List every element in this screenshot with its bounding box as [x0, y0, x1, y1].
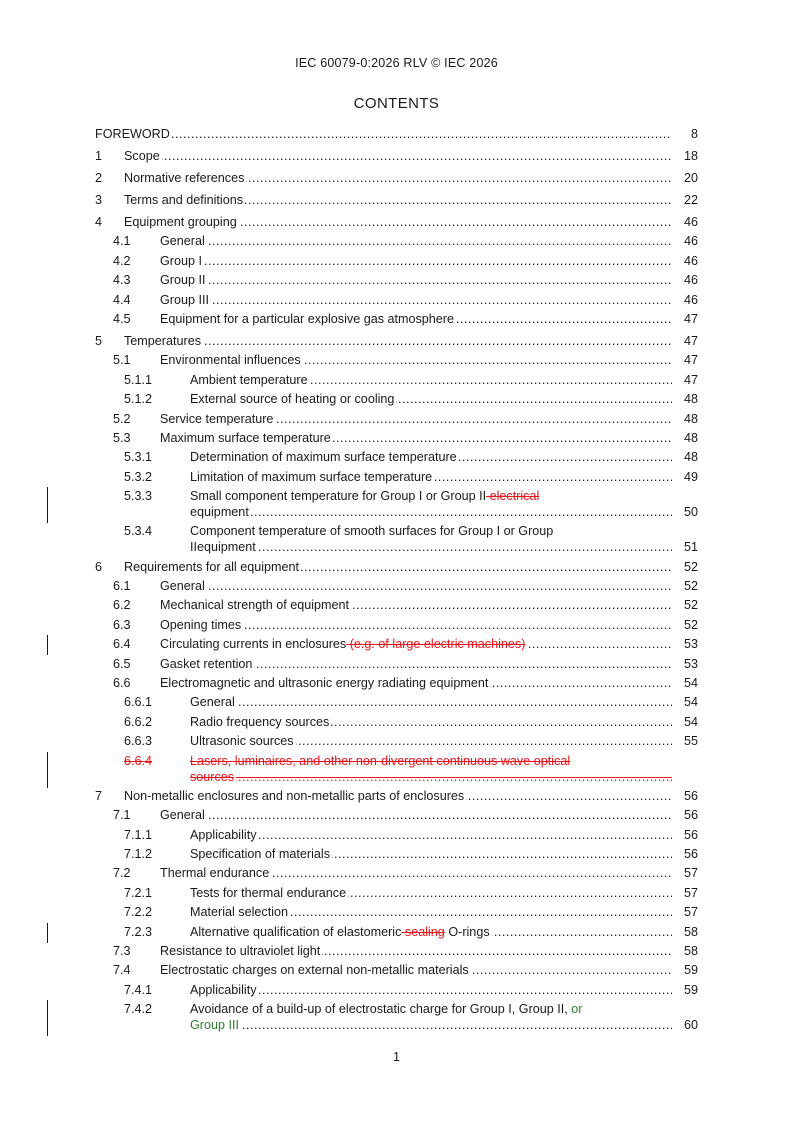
toc-entry-title: Material selection	[190, 905, 288, 920]
toc-entry-title-line	[160, 636, 698, 652]
toc-entry-title-line	[190, 504, 698, 520]
toc-entry-title: Alternative qualification of elastomeric	[190, 924, 402, 939]
toc-entry-title: Terms and definitions	[124, 193, 244, 207]
toc-entry-number: 7.4	[113, 963, 131, 978]
toc-entry[interactable]	[124, 733, 698, 749]
dot-leader	[160, 253, 672, 269]
toc-entry-number: 5.3.3	[124, 489, 153, 504]
toc-entry-title: Opening times	[160, 617, 242, 632]
toc-entry-page: 46	[683, 292, 698, 307]
toc-entry-title-line	[190, 827, 698, 843]
toc-entry-title-line	[160, 430, 698, 446]
toc-entry[interactable]	[124, 694, 698, 710]
toc-entry-page: 48	[683, 392, 698, 407]
toc-entry-number: 6.6	[113, 676, 131, 690]
toc-entry[interactable]	[124, 982, 698, 998]
toc-entry-page: 8	[690, 127, 698, 141]
toc-entry[interactable]	[113, 636, 698, 652]
toc-entry[interactable]	[113, 865, 698, 881]
toc-entry[interactable]	[124, 885, 698, 901]
toc-entry-page: 48	[683, 431, 698, 445]
toc-entry-number: 7.1.1	[124, 827, 153, 842]
dot-leader	[190, 769, 672, 785]
toc-entry-title-line	[190, 539, 698, 555]
toc-entry-title: Non-metallic enclosures and non-metallic parts of enclosures	[124, 788, 465, 803]
toc-entry-title-line	[190, 1017, 698, 1033]
toc-entry-title-line	[190, 846, 698, 862]
toc-entry-number: 4.1	[113, 234, 131, 249]
toc-entry-title: General	[190, 695, 235, 710]
dot-leader	[124, 148, 672, 164]
dot-leader	[160, 233, 672, 249]
dot-leader	[160, 272, 672, 288]
toc-entry-number: 4.3	[113, 273, 131, 288]
toc-entry-number: 4	[95, 215, 103, 229]
toc-entry-title: Maximum surface temperature	[160, 431, 331, 445]
toc-entry-title-line	[124, 214, 698, 230]
toc-entry-number: 4.4	[113, 292, 131, 307]
toc-entry-number: 6.3	[113, 617, 131, 632]
toc-entry-title: Gasket retention	[160, 656, 253, 671]
toc-entry-number: 6	[95, 559, 103, 574]
toc-entry-title: Applicability	[190, 827, 257, 842]
dot-leader	[160, 578, 672, 594]
toc-entry-title-line	[160, 311, 698, 327]
toc-entry[interactable]	[124, 469, 698, 485]
toc-entry-title: Limitation of maximum surface temperature	[190, 469, 433, 484]
toc-entry-number: 4.5	[113, 312, 131, 326]
toc-entry-title-line	[160, 962, 698, 978]
toc-entry-title-line	[190, 714, 698, 730]
toc-entry[interactable]	[124, 904, 698, 920]
toc-entry-title-line	[190, 885, 698, 901]
toc-entry-number: 1	[95, 149, 103, 163]
toc-entry-title: Equipment grouping	[124, 215, 237, 229]
toc-entry-page: 57	[683, 885, 698, 900]
toc-entry-number: 7.2.3	[124, 924, 153, 939]
toc-entry-page: 52	[683, 579, 698, 593]
toc-entry-page: 59	[683, 982, 698, 997]
deleted-text: (e.g. of large electric machines)	[346, 637, 526, 652]
toc-entry-title: Equipment for a particular explosive gas atmosphere	[160, 312, 455, 326]
dot-leader	[160, 292, 672, 308]
toc-entry-title: FOREWORD	[95, 127, 170, 141]
toc-entry-number: 7.2.1	[124, 885, 153, 900]
toc-entry-number: 5.1	[113, 353, 131, 368]
page-number: 1	[393, 1050, 400, 1064]
toc-entry-title-line	[190, 694, 698, 710]
toc-entry-title: Service temperature	[160, 411, 274, 426]
toc-entry-number: 6.1	[113, 579, 131, 593]
toc-entry-number: 6.6.3	[124, 734, 153, 749]
toc-entry-title-line	[124, 192, 698, 208]
toc-entry-title-line	[190, 372, 698, 388]
toc-entry-title-line	[160, 675, 698, 691]
toc-entry-number: 2	[95, 171, 103, 185]
toc-entry-page: 60	[683, 1018, 698, 1033]
toc-entry-page: 50	[683, 505, 698, 520]
toc-entry-title-line	[160, 578, 698, 594]
toc-entry-number: 5.2	[113, 411, 131, 426]
toc-entry-title-line	[190, 449, 698, 465]
change-bar	[47, 635, 48, 655]
toc-entry-title-line	[160, 656, 698, 672]
toc-entry-number: 5.3	[113, 431, 131, 445]
toc-entry-page: 56	[683, 847, 698, 861]
toc-entry-title-line	[190, 733, 698, 749]
toc-entry-page: 56	[683, 788, 698, 803]
toc-entry-number: 7.1	[113, 808, 131, 823]
toc-entry[interactable]	[124, 846, 698, 862]
toc-entry-number: 7.4.1	[124, 982, 153, 997]
toc-entry[interactable]	[124, 753, 698, 785]
toc-entry-title-line	[124, 788, 698, 804]
toc-entry-title: Applicability	[190, 982, 257, 997]
toc-entry-number: 7.2.2	[124, 905, 153, 920]
toc-entry-title-line	[160, 597, 698, 613]
toc-entry-page: 49	[683, 469, 698, 484]
toc-entry-title-line	[124, 333, 698, 349]
toc-entry-title: O-rings	[444, 924, 490, 939]
toc-entry-page: 47	[683, 353, 698, 368]
toc-entry-title-line	[160, 352, 698, 368]
toc-entry-number: 5.1.1	[124, 372, 153, 387]
toc-entry-page: 53	[683, 656, 698, 671]
inserted-text: or	[571, 1002, 583, 1017]
toc-entry-title-line	[95, 126, 698, 142]
toc-entry-number: 5.1.2	[124, 392, 153, 407]
toc-entry-title-line	[190, 753, 698, 769]
dot-leader	[190, 539, 672, 555]
toc-entry-number: 4.2	[113, 253, 131, 268]
toc-entry-title: equipment	[190, 505, 249, 520]
toc-entry-page: 54	[683, 676, 698, 690]
toc-entry-page: 55	[683, 734, 698, 749]
toc-entry[interactable]	[113, 597, 698, 613]
toc-entry-page: 47	[683, 312, 698, 326]
dot-leader	[190, 504, 672, 520]
toc-entry-title: Electrostatic charges on external non-metallic materials	[160, 963, 469, 978]
toc-entry[interactable]	[95, 333, 698, 349]
toc-entry[interactable]	[113, 253, 698, 269]
deleted-text: sealing	[401, 924, 445, 939]
toc-entry-title: Tests for thermal endurance	[190, 885, 347, 900]
inserted-text: Group III	[190, 1018, 239, 1033]
toc-entry-title-line	[190, 904, 698, 920]
toc-entry-title-line	[160, 617, 698, 633]
toc-entry[interactable]	[113, 656, 698, 672]
toc-entry[interactable]	[113, 272, 698, 288]
toc-entry-title-line	[160, 411, 698, 427]
toc-entry[interactable]	[113, 292, 698, 308]
toc-entry-title-line	[160, 233, 698, 249]
toc-entry-page: 57	[683, 866, 698, 881]
toc-entry-title: External source of heating or cooling	[190, 392, 395, 407]
dot-leader	[190, 1017, 672, 1033]
toc-entry-title-line	[160, 943, 698, 959]
toc-entry[interactable]	[124, 1001, 698, 1033]
toc-entry[interactable]	[113, 411, 698, 427]
toc-entry-title-line	[190, 488, 698, 504]
toc-entry-title-line	[190, 391, 698, 407]
toc-entry[interactable]	[95, 148, 698, 164]
toc-entry-page: 52	[683, 598, 698, 613]
toc-entry-title: Normative references	[124, 171, 245, 185]
toc-entry-number: 7	[95, 788, 103, 803]
dot-leader	[124, 333, 672, 349]
toc-entry-title-line	[190, 982, 698, 998]
toc-entry[interactable]	[113, 943, 698, 959]
toc-entry-page: 22	[683, 193, 698, 207]
toc-entry-number: 7.3	[113, 944, 131, 958]
toc-entry[interactable]	[113, 962, 698, 978]
toc-entry-page: 51	[683, 540, 698, 555]
toc-entry-page: 59	[683, 963, 698, 978]
toc-entry-page: 47	[683, 372, 698, 387]
toc-entry-title: Scope	[124, 149, 160, 163]
toc-entry-title-line	[190, 924, 698, 940]
toc-entry-number: 3	[95, 193, 103, 207]
contents-title: CONTENTS	[353, 95, 440, 112]
dot-leader	[95, 126, 672, 142]
toc-entry[interactable]	[113, 233, 698, 249]
toc-entry[interactable]	[113, 675, 698, 691]
toc-entry-page: 46	[683, 273, 698, 288]
dot-leader	[190, 827, 672, 843]
toc-entry-page: 58	[683, 924, 698, 939]
toc-entry-title: Circulating currents in enclosures	[160, 637, 347, 652]
toc-entry[interactable]	[124, 449, 698, 465]
dot-leader	[190, 982, 672, 998]
toc-entry-page: 46	[683, 253, 698, 268]
toc-entry-title: Radio frequency sources	[190, 714, 330, 729]
toc-entry-title: Lasers, luminaires, and other non-divergent continuous wave optical	[190, 753, 571, 768]
toc-entry-title-line	[124, 170, 698, 186]
toc-entry-page: 54	[683, 695, 698, 710]
toc-entry-number: 6.2	[113, 598, 131, 613]
toc-entry-title-line	[190, 523, 698, 539]
toc-entry-number: 5	[95, 334, 103, 348]
toc-entry-page: 53	[683, 637, 698, 652]
toc-entry-number: 6.6.2	[124, 714, 153, 729]
toc-entry-title-line	[160, 292, 698, 308]
toc-entry-title: Avoidance of a build-up of electrostatic charge for Group I, Group II,	[190, 1002, 572, 1017]
toc-entry[interactable]	[124, 827, 698, 843]
toc-entry-title: Specification of materials	[190, 847, 330, 861]
toc-entry-page: 58	[683, 944, 698, 958]
toc-entry[interactable]	[113, 807, 698, 823]
toc-entry-title: Ambient temperature	[190, 372, 308, 387]
toc-entry[interactable]	[124, 523, 698, 555]
toc-entry-number: 6.6.1	[124, 695, 153, 710]
dot-leader	[190, 694, 672, 710]
toc-entry[interactable]	[124, 488, 698, 520]
toc-entry-title: Group II	[160, 273, 206, 288]
toc-entry-number: 5.3.1	[124, 450, 153, 465]
toc-entry-page: 48	[683, 411, 698, 426]
toc-entry-title-line	[160, 253, 698, 269]
toc-entry-page: 46	[683, 234, 698, 249]
toc-entry-title: Group I	[160, 253, 202, 268]
toc-entry-number: 7.1.2	[124, 847, 153, 861]
toc-entry-number: 5.3.4	[124, 524, 153, 539]
toc-entry-page: 57	[683, 905, 698, 920]
toc-entry-title: Component temperature of smooth surfaces for Group I or Group	[190, 524, 554, 539]
toc-entry-title: Resistance to ultraviolet light	[160, 944, 321, 958]
toc-entry-title: Small component temperature for Group I or Group II	[190, 489, 487, 504]
toc-entry[interactable]	[124, 372, 698, 388]
toc-entry-page: 56	[683, 808, 698, 823]
toc-entry-title: General	[160, 808, 205, 823]
toc-entry-title: General	[160, 234, 205, 249]
toc-entry[interactable]	[113, 430, 698, 446]
toc-entry-title-line	[124, 148, 698, 164]
toc-entry-page: 48	[683, 450, 698, 465]
toc-entry[interactable]	[124, 714, 698, 730]
toc-entry-title: Group III	[160, 292, 209, 307]
toc-entry[interactable]	[113, 578, 698, 594]
toc-entry-title-line	[160, 807, 698, 823]
toc-entry-page: 46	[683, 215, 698, 229]
toc-entry-title: Mechanical strength of equipment	[160, 598, 350, 613]
change-bar	[47, 487, 48, 523]
toc-entry[interactable]	[95, 788, 698, 804]
toc-entry[interactable]	[95, 170, 698, 186]
deleted-text: electrical	[486, 489, 540, 504]
toc-entry-title: General	[160, 579, 205, 593]
toc-entry-number: 6.5	[113, 656, 131, 671]
toc-entry-page: 47	[683, 334, 698, 348]
toc-entry[interactable]	[124, 391, 698, 407]
toc-entry-title-line	[190, 1001, 698, 1017]
toc-entry-page: 20	[683, 171, 698, 185]
toc-entry-page: 52	[683, 559, 698, 574]
table-of-contents	[0, 124, 793, 1044]
toc-entry-title: Ultrasonic sources	[190, 734, 294, 749]
change-bar	[47, 1000, 48, 1036]
toc-entry-title: Temperatures	[124, 334, 201, 348]
document-header: IEC 60079-0:2026 RLV © IEC 2026	[295, 56, 498, 70]
toc-entry[interactable]	[95, 126, 698, 142]
toc-entry-number: 7.2	[113, 866, 131, 881]
toc-entry-page: 18	[683, 149, 698, 163]
toc-entry-title: sources	[190, 769, 235, 784]
toc-entry-title: IIequipment	[190, 540, 256, 555]
toc-entry[interactable]	[95, 192, 698, 208]
toc-entry[interactable]	[124, 924, 698, 940]
toc-entry-title-line	[190, 469, 698, 485]
toc-entry-number: 7.4.2	[124, 1002, 153, 1017]
toc-entry[interactable]	[95, 559, 698, 575]
toc-entry-title: Electromagnetic and ultrasonic energy radiating equipment	[160, 676, 489, 690]
toc-entry-page: 54	[683, 714, 698, 729]
toc-entry-page: 52	[683, 617, 698, 632]
toc-entry-title: Determination of maximum surface temperature	[190, 450, 457, 465]
toc-entry-title-line	[124, 559, 698, 575]
toc-entry-page: 56	[683, 827, 698, 842]
change-bar	[47, 923, 48, 943]
toc-entry[interactable]	[113, 311, 698, 327]
toc-entry-title: Requirements for all equipment	[124, 559, 300, 574]
toc-entry-number: 5.3.2	[124, 469, 153, 484]
toc-entry[interactable]	[95, 214, 698, 230]
toc-entry-title: Thermal endurance	[160, 866, 270, 881]
toc-entry[interactable]	[113, 617, 698, 633]
toc-entry[interactable]	[113, 352, 698, 368]
toc-entry-title-line	[190, 769, 698, 785]
toc-entry-number: 6.4	[113, 637, 131, 652]
toc-entry-title-line	[160, 272, 698, 288]
toc-entry-number: 6.6.4	[124, 753, 153, 768]
toc-entry-title: Environmental influences	[160, 353, 301, 368]
dot-leader	[160, 807, 672, 823]
change-bar	[47, 752, 48, 788]
toc-entry-title-line	[160, 865, 698, 881]
